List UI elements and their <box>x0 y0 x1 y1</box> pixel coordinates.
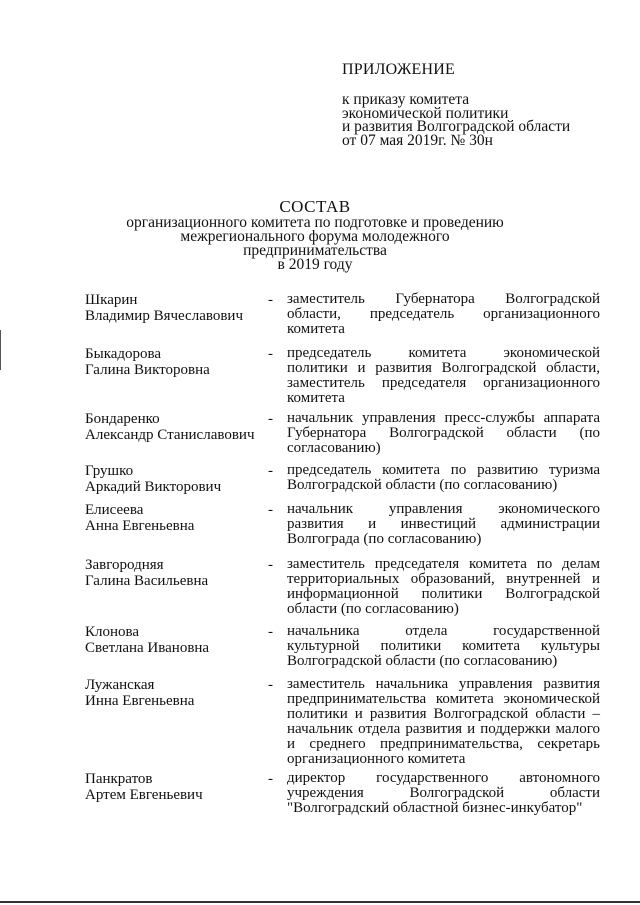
member-first-names: Артем Евгеньевич <box>85 787 203 803</box>
member-surname: Панкратов <box>85 771 153 787</box>
member-name <box>85 463 265 495</box>
member-dash: - <box>268 677 273 693</box>
member-role <box>287 677 600 767</box>
member-surname: Лужанская <box>85 677 155 693</box>
member-name <box>85 557 265 589</box>
member-dash: - <box>268 346 273 362</box>
member-role <box>287 557 600 617</box>
member-dash: - <box>268 463 273 479</box>
role-line: информационной политики Волгоградской <box>287 586 600 602</box>
member-role <box>287 771 600 816</box>
role-line: политики и развития Волгоградской области – <box>287 706 600 722</box>
member-surname: Шкарин <box>85 292 138 308</box>
member-first-names: Аркадий Викторович <box>85 479 222 495</box>
role-line: председатель комитета экономической <box>287 345 600 361</box>
role-line: Губернатора Волгоградской области (по <box>287 425 600 441</box>
member-name <box>85 624 265 656</box>
member-surname: Быкадорова <box>85 346 162 362</box>
member-surname: Елисеева <box>85 502 144 518</box>
role-line: председатель комитета по развитию туризма <box>287 462 600 478</box>
member-surname: Завгородняя <box>85 557 164 573</box>
role-line: и среднего предпринимательства, секретарь <box>287 736 600 752</box>
role-line: заместитель председателя организационного <box>287 375 600 391</box>
role-line: культурной политики комитета культуры <box>287 638 600 654</box>
member-role <box>287 292 600 337</box>
role-line: Волгоградской области (по согласованию) <box>287 477 558 493</box>
heading-line: организационного комитета по подготовке и проведению <box>126 214 504 231</box>
member-name <box>85 292 265 324</box>
appendix-ref-line: к приказу комитета <box>342 91 470 108</box>
member-dash: - <box>268 771 273 787</box>
role-line: согласованию) <box>287 440 381 456</box>
member-role <box>287 411 600 456</box>
member-surname: Грушко <box>85 463 134 479</box>
role-line: заместитель Губернатора Волгоградской <box>287 291 600 307</box>
member-name <box>85 771 265 803</box>
member-name <box>85 411 265 443</box>
member-first-names: Галина Васильевна <box>85 573 209 589</box>
role-line: предпринимательства комитета экономической <box>287 691 600 707</box>
member-dash: - <box>268 557 273 573</box>
member-role <box>287 624 600 669</box>
member-name <box>85 677 265 709</box>
member-first-names: Светлана Ивановна <box>85 640 210 656</box>
role-line: заместитель начальника управления развития <box>287 676 600 692</box>
member-first-names: Инна Евгеньевна <box>85 693 195 709</box>
role-line: области, председатель организационного <box>287 306 600 322</box>
document-heading <box>110 198 520 272</box>
member-dash: - <box>268 411 273 427</box>
role-line: начальника отдела государственной <box>287 623 600 639</box>
heading-line: в 2019 году <box>277 256 353 273</box>
heading-line: межрегионального форума молодежного предпринимательства <box>180 228 450 259</box>
member-surname: Клонова <box>85 624 140 640</box>
role-line: начальник управления экономического <box>287 501 600 517</box>
member-dash: - <box>268 292 273 308</box>
appendix-title: ПРИЛОЖЕНИЕ <box>342 61 456 78</box>
role-line: начальник отдела развития и поддержки малого <box>287 721 600 737</box>
role-line: учреждения Волгоградской области <box>287 785 600 801</box>
member-role <box>287 502 600 547</box>
member-first-names: Александр Станиславович <box>85 427 255 443</box>
appendix-block <box>342 61 570 147</box>
heading-subtitle <box>110 216 520 272</box>
role-line: комитета <box>287 321 345 337</box>
appendix-ref-line: и развития Волгоградской области <box>342 118 571 135</box>
role-line: Волгоградской области (по согласованию) <box>287 653 558 669</box>
role-line: начальник управления пресс-службы аппарата <box>287 410 600 426</box>
scan-bottom-line <box>0 901 640 903</box>
member-name <box>85 346 265 378</box>
appendix-ref-line: экономической политики <box>342 104 509 122</box>
member-surname: Бондаренко <box>85 411 160 427</box>
member-role <box>287 346 600 406</box>
role-line: организационного комитета <box>287 751 466 767</box>
member-name <box>85 502 265 534</box>
role-line: области (по согласованию) <box>287 601 459 617</box>
appendix-ref-line: от 07 мая 2019г. № 30н <box>342 131 493 149</box>
role-line: территориальных образований, внутренней и <box>287 571 600 587</box>
role-line: заместитель председателя комитета по делам <box>287 556 600 572</box>
appendix-reference <box>342 93 570 147</box>
member-first-names: Анна Евгеньевна <box>85 518 195 534</box>
role-line: директор государственного автономного <box>287 770 600 786</box>
role-line: "Волгоградский областной бизнес-инкубатор" <box>287 800 583 816</box>
member-first-names: Владимир Вячеславович <box>85 308 243 324</box>
member-dash: - <box>268 502 273 518</box>
member-role <box>287 463 600 493</box>
role-line: политики и развития Волгоградской области, <box>287 360 600 376</box>
scan-edge-mark <box>0 330 1 370</box>
role-line: комитета <box>287 390 345 406</box>
role-line: развития и инвестиций администрации <box>287 516 600 532</box>
heading-title: СОСТАВ <box>279 197 351 216</box>
member-first-names: Галина Викторовна <box>85 362 210 378</box>
role-line: Волгограда (по согласованию) <box>287 531 482 547</box>
member-dash: - <box>268 624 273 640</box>
